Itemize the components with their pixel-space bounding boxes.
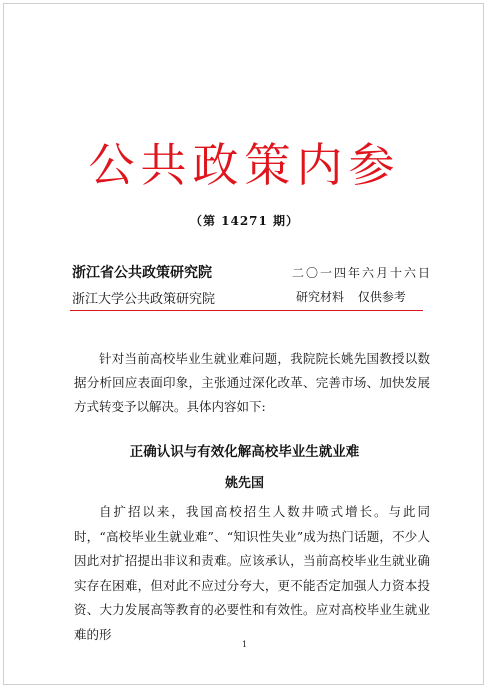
- reference-note: 研究材料 仅供参考: [296, 290, 406, 304]
- intro-paragraph: 针对当前高校毕业生就业难问题，我院院长姚先国教授以数据分析回应表面印象，主张通过深化改革、完善市场、加快发展方式转变予以解决。具体内容如下:: [74, 351, 430, 414]
- publisher-primary: 浙江省公共政策研究院: [72, 265, 212, 281]
- red-divider-rule: [70, 310, 423, 311]
- issue-number: （第 14271 期）: [189, 214, 300, 228]
- article-title: 正确认识与有效化解高校毕业生就业难: [129, 444, 360, 460]
- body-paragraph: 自扩招以来，我国高校招生人数井喷式增长。与此同时，“高校毕业生就业难”、“知识性失业”成为热门话题，不少人因此对扩招提出非议和责难。应该承认，当前高校毕业生就业确实存在困难，但对此不应过分夸大，更不能否定加强人力资本投资、大力发展高等教育的必要性和有效性。应对高校毕业生就业难的形: [74, 504, 430, 642]
- article-author: 姚先国: [224, 476, 264, 491]
- publish-date: 二〇一四年六月十六日: [292, 266, 433, 280]
- masthead-title: 公共政策内参: [88, 138, 401, 192]
- publisher-secondary: 浙江大学公共政策研究院: [72, 292, 216, 307]
- page-number: 1: [241, 640, 248, 649]
